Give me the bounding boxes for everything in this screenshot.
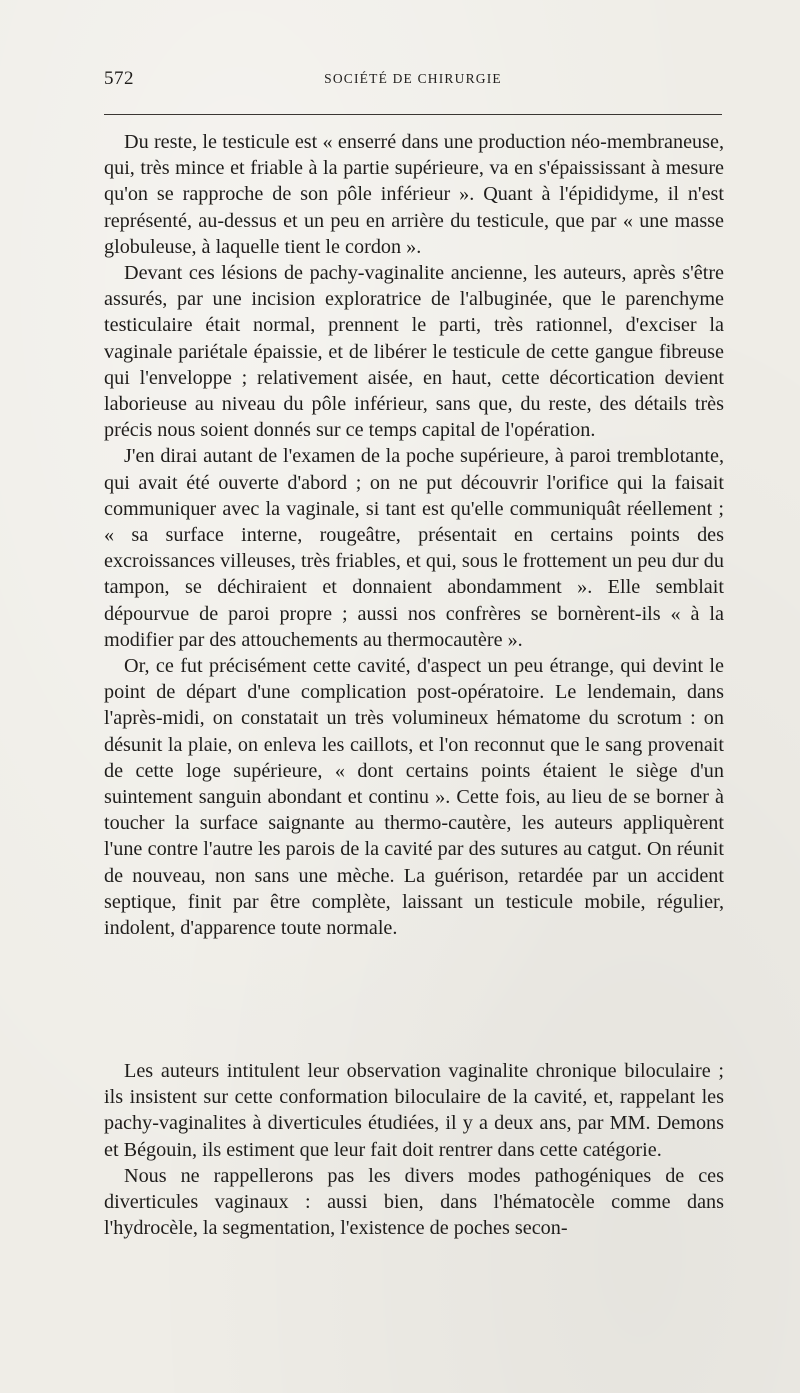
- paragraph: Or, ce fut précisément cette cavité, d'aspect un peu étrange, qui devint le point de départ d'une complication post-opératoire. Le lendemain, dans l'après-midi, on constatait un très volumineux hématome du scrotum : on désunit la plaie, on enleva les caillots, et l'on reconnut que le sang provenait de cette loge supérieure, « dont certains points étaient le siège d'un suintement sanguin abondant et continu ». Cette fois, au lieu de se borner à toucher la surface saignante au thermo-cautère, les auteurs appliquèrent l'une contre l'autre les parois de la cavité par des sutures au catgut. On réunit de nouveau, non sans une mèche. La guérison, retardée par un accident septique, finit par être complète, laissant un testicule mobile, régulier, indolent, d'apparence toute normale.: [104, 655, 724, 940]
- page-header: [104, 68, 722, 96]
- paragraph: Les auteurs intitulent leur observation vaginalite chronique biloculaire ; ils insistent sur cette conformation biloculaire de la cavité, et, rappelant les pachy-vaginalites à diverticules étudiées, il y a deux ans, par MM. Demons et Bégouin, ils estiment que leur fait doit rentrer dans cette catégorie.: [104, 1060, 724, 1161]
- paragraph: J'en dirai autant de l'examen de la poche supérieure, à paroi tremblotante, qui avait été ouverte d'abord ; on ne put découvrir l'orifice qui la faisait communiquer avec la vaginale, si tant est qu'elle communiquât réellement ; « sa surface interne, rougeâtre, présentait en certains points des excroissances villeuses, très friables, et qui, sous le frottement un peu dur du tampon, se déchiraient et donnaient abondamment ». Elle semblait dépourvue de paroi propre ; aussi nos confrères se bornèrent-ils « à la modifier par des attouchements au thermocautère ».: [104, 445, 724, 651]
- paragraph: Devant ces lésions de pachy-vaginalite ancienne, les auteurs, après s'être assurés, par une incision exploratrice de l'albuginée, que le parenchyme testiculaire était normal, prennent le parti, très rationnel, d'exciser la vaginale pariétale épaissie, et de libérer le testicule de cette gangue fibreuse qui l'enveloppe ; relativement aisée, en haut, cette décortication devient laborieuse au niveau du pôle inférieur, sans que, du reste, des détails très précis nous soient donnés sur ce temps capital de l'opération.: [104, 262, 724, 442]
- running-title: SOCIÉTÉ DE CHIRURGIE: [324, 71, 502, 86]
- page-number: 572: [104, 68, 134, 89]
- paragraph: Du reste, le testicule est « enserré dans une production néo-membraneuse, qui, très mince et friable à la partie supérieure, va en s'épaississant à mesure qu'on se rapproche de son pôle inférieur ». Quant à l'épididyme, il n'est représenté, au-dessus et un peu en arrière du testicule, que par « une masse globuleuse, à laquelle tient le cordon ».: [104, 131, 724, 258]
- body-section-1: [104, 129, 724, 941]
- paragraph: Nous ne rappellerons pas les divers modes pathogéniques de ces diverticules vaginaux : aussi bien, dans l'hématocèle comme dans l'hydrocèle, la segmentation, l'existence de poches secon-: [104, 1164, 724, 1240]
- body-section-2: [104, 1058, 724, 1241]
- header-rule: [104, 114, 722, 115]
